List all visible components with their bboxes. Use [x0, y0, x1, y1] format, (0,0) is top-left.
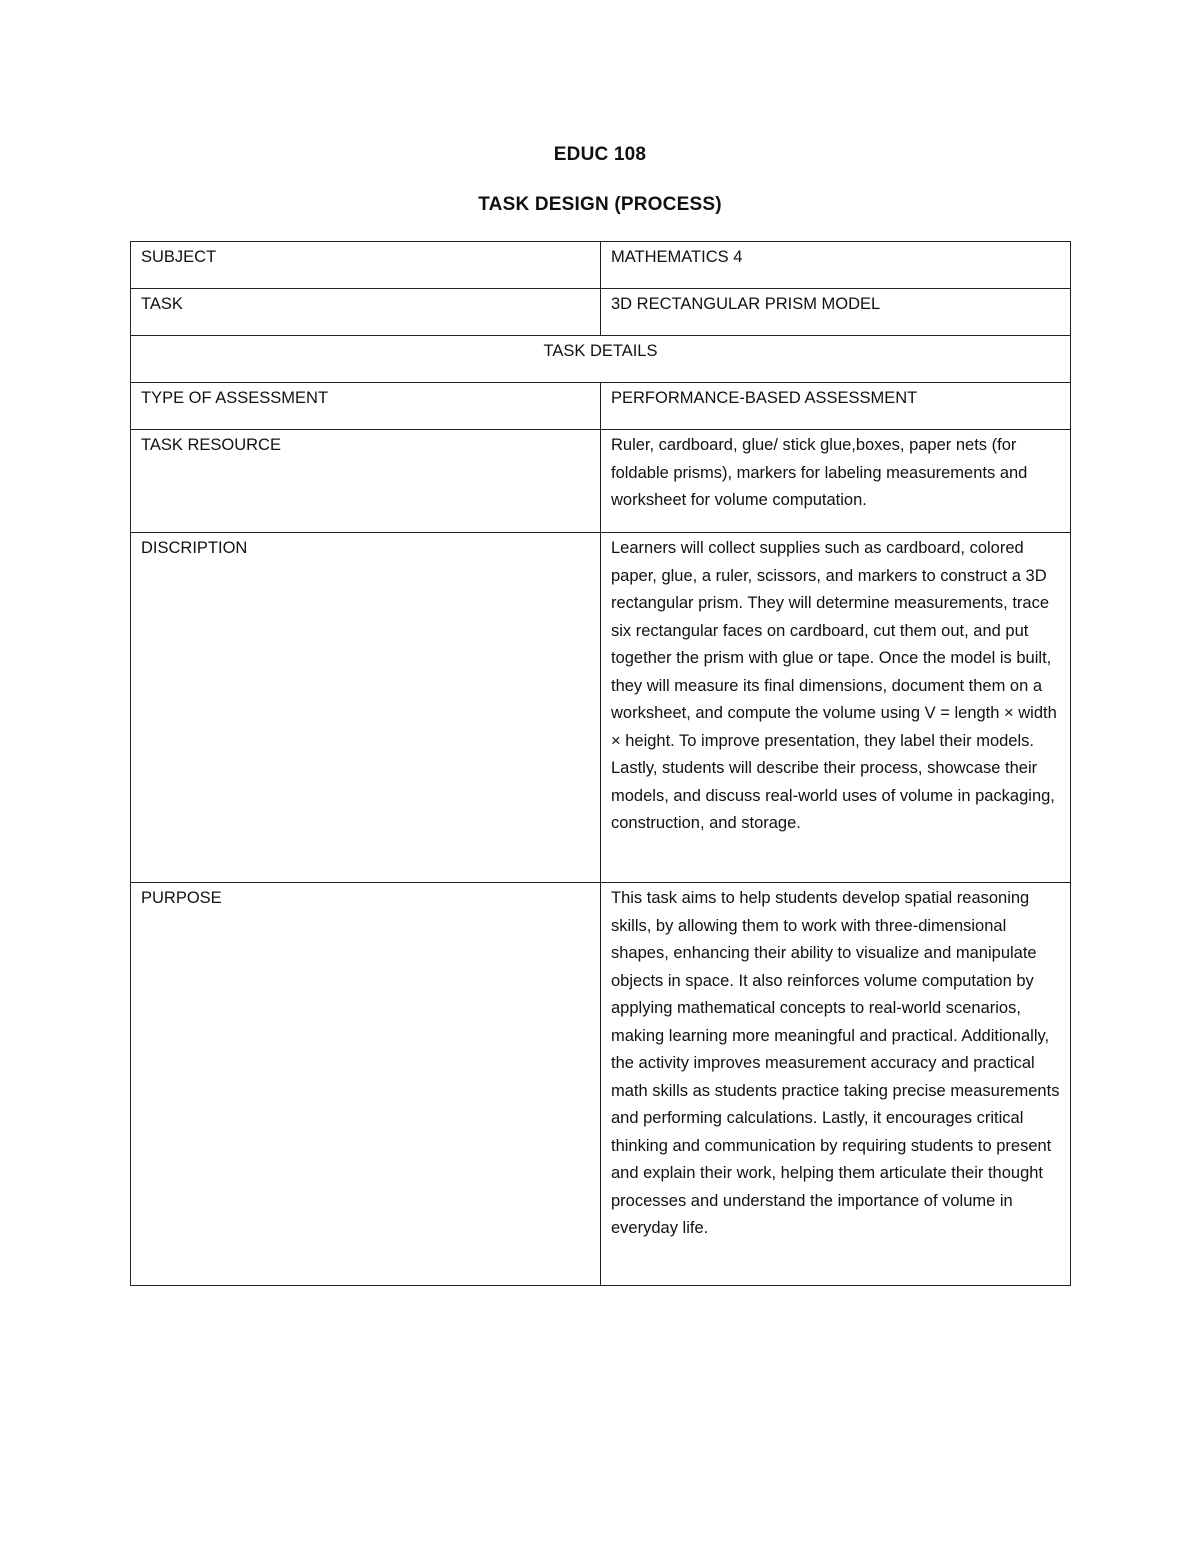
subject-value: MATHEMATICS 4	[601, 242, 1071, 289]
task-resource-value: Ruler, cardboard, glue/ stick glue,boxes, paper nets (for foldable prisms), markers for labeling measurements and worksheet for volume computation.	[601, 430, 1071, 533]
description-value: Learners will collect supplies such as cardboard, colored paper, glue, a ruler, scissors, and markers to construct a 3D rectangular prism. They will determine measurements, trace six rectangular faces on cardboard, cut them out, and put together the prism with glue or tape. Once the model is built, they will measure its final dimensions, document them on a worksheet, and compute the volume using V = length × width × height. To improve presentation, they label their models. Lastly, students will describe their process, showcase their models, and discuss real-world uses of volume in packaging, construction, and storage.	[601, 533, 1071, 883]
task-label: TASK	[131, 289, 601, 336]
document-title: TASK DESIGN (PROCESS)	[478, 194, 722, 215]
task-details-heading: TASK DETAILS	[131, 336, 1071, 383]
table-row-task	[131, 289, 1071, 336]
course-code: EDUC 108	[553, 144, 647, 165]
purpose-label: PURPOSE	[131, 883, 601, 1286]
table-row-description	[131, 533, 1071, 883]
assessment-type-label: TYPE OF ASSESSMENT	[131, 383, 601, 430]
table-row-assessment-type	[131, 383, 1071, 430]
task-value: 3D RECTANGULAR PRISM MODEL	[601, 289, 1071, 336]
table-row-task-resource	[131, 430, 1071, 533]
table-row-subject	[131, 242, 1071, 289]
table-row-purpose	[131, 883, 1071, 1286]
description-label: DISCRIPTION	[131, 533, 601, 883]
purpose-value: This task aims to help students develop spatial reasoning skills, by allowing them to work with three-dimensional shapes, enhancing their ability to visualize and manipulate objects in space. It also reinforces volume computation by applying mathematical concepts to real-world scenarios, making learning more meaningful and practical. Additionally, the activity improves measurement accuracy and practical math skills as students practice taking precise measurements and performing calculations. Lastly, it encourages critical thinking and communication by requiring students to present and explain their work, helping them articulate their thought processes and understand the importance of volume in everyday life.	[601, 883, 1071, 1286]
task-resource-label: TASK RESOURCE	[131, 430, 601, 533]
assessment-type-value: PERFORMANCE-BASED ASSESSMENT	[601, 383, 1071, 430]
task-design-table	[130, 241, 1071, 1286]
subject-label: SUBJECT	[131, 242, 601, 289]
table-row-task-details	[131, 336, 1071, 383]
